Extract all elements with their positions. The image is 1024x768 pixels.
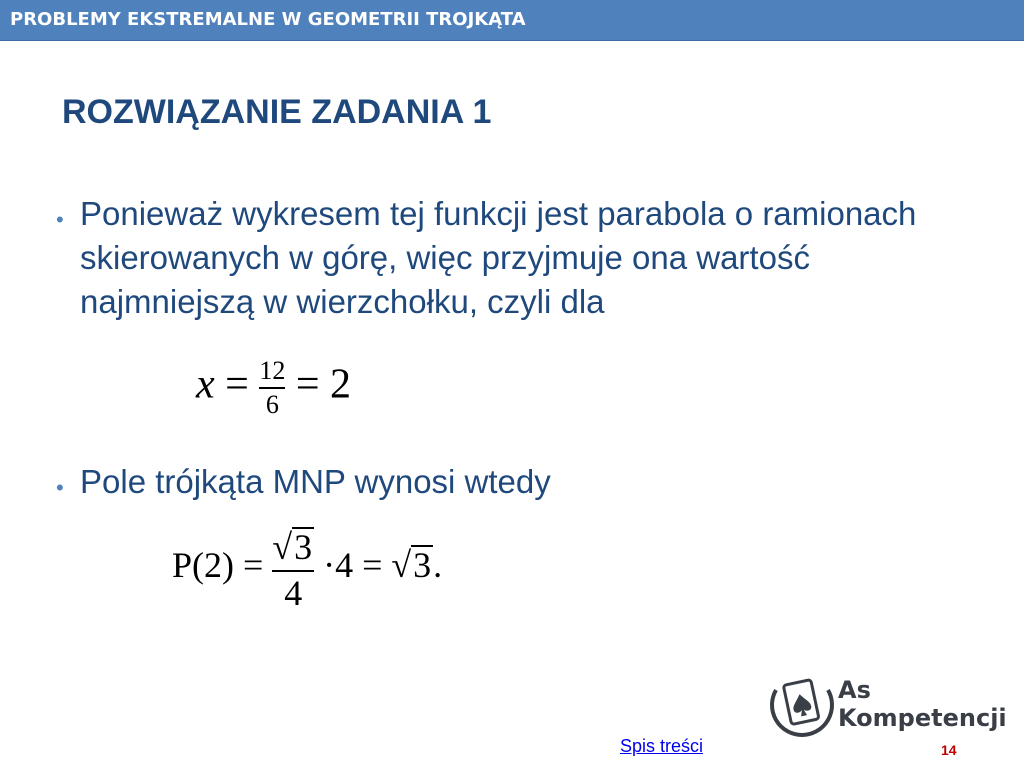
formula-area (172, 527, 442, 611)
fraction-bar (259, 387, 285, 389)
logo-text (838, 676, 1007, 732)
formula-equals: = (225, 361, 249, 408)
fraction-numerator: 12 (259, 356, 286, 385)
formula-lhs: P(2) (172, 545, 234, 586)
logo-line-2: Kompetencji (838, 704, 1007, 732)
bullet-text: Pole trójkąta MNP wynosi wtedy (80, 463, 551, 500)
page-number: 14 (941, 742, 957, 758)
formula-equals: = (243, 545, 264, 586)
slide-title: ROZWIĄZANIE ZADANIA 1 (62, 93, 492, 131)
formula-period: . (433, 545, 443, 586)
sqrt-radicand: 3 (413, 545, 432, 586)
table-of-contents-link[interactable]: Spis treści (620, 736, 704, 756)
as-kompetencji-logo (766, 672, 1006, 744)
formula-equals: = (295, 361, 320, 408)
bullet-item (56, 460, 956, 504)
spade-card-icon (766, 672, 838, 744)
header-bar (0, 0, 1024, 41)
sqrt-icon: √ (272, 527, 293, 567)
sqrt-icon: √ (391, 545, 412, 586)
bullet-dot: • (56, 207, 64, 232)
sqrt-radicand: 3 (294, 527, 313, 567)
formula-fraction (259, 358, 285, 418)
formula-fraction (272, 527, 314, 611)
bullet-item (56, 192, 956, 324)
formula-variable: x (196, 361, 215, 408)
fraction-denominator: 4 (284, 572, 303, 613)
formula-factor: 4 (335, 545, 354, 586)
logo-line-1: As (838, 676, 871, 704)
formula-times: · (323, 545, 336, 586)
bullet-dot: • (56, 475, 64, 500)
fraction-numerator (272, 527, 314, 567)
header-title: PROBLEMY EKSTREMALNE W GEOMETRII TROJKĄTA (10, 9, 526, 30)
fraction-denominator: 6 (265, 390, 279, 419)
fraction-bar (272, 570, 314, 572)
formula-vertex-x (196, 358, 351, 418)
bullet-text: Ponieważ wykresem tej funkcji jest parabola o ramionach skierowanych w górę, więc przyjmuje ona wartość najmniejszą w wierzchołku, czyli dla (80, 195, 917, 320)
formula-equals: = (362, 545, 383, 586)
formula-result: 2 (330, 361, 352, 408)
